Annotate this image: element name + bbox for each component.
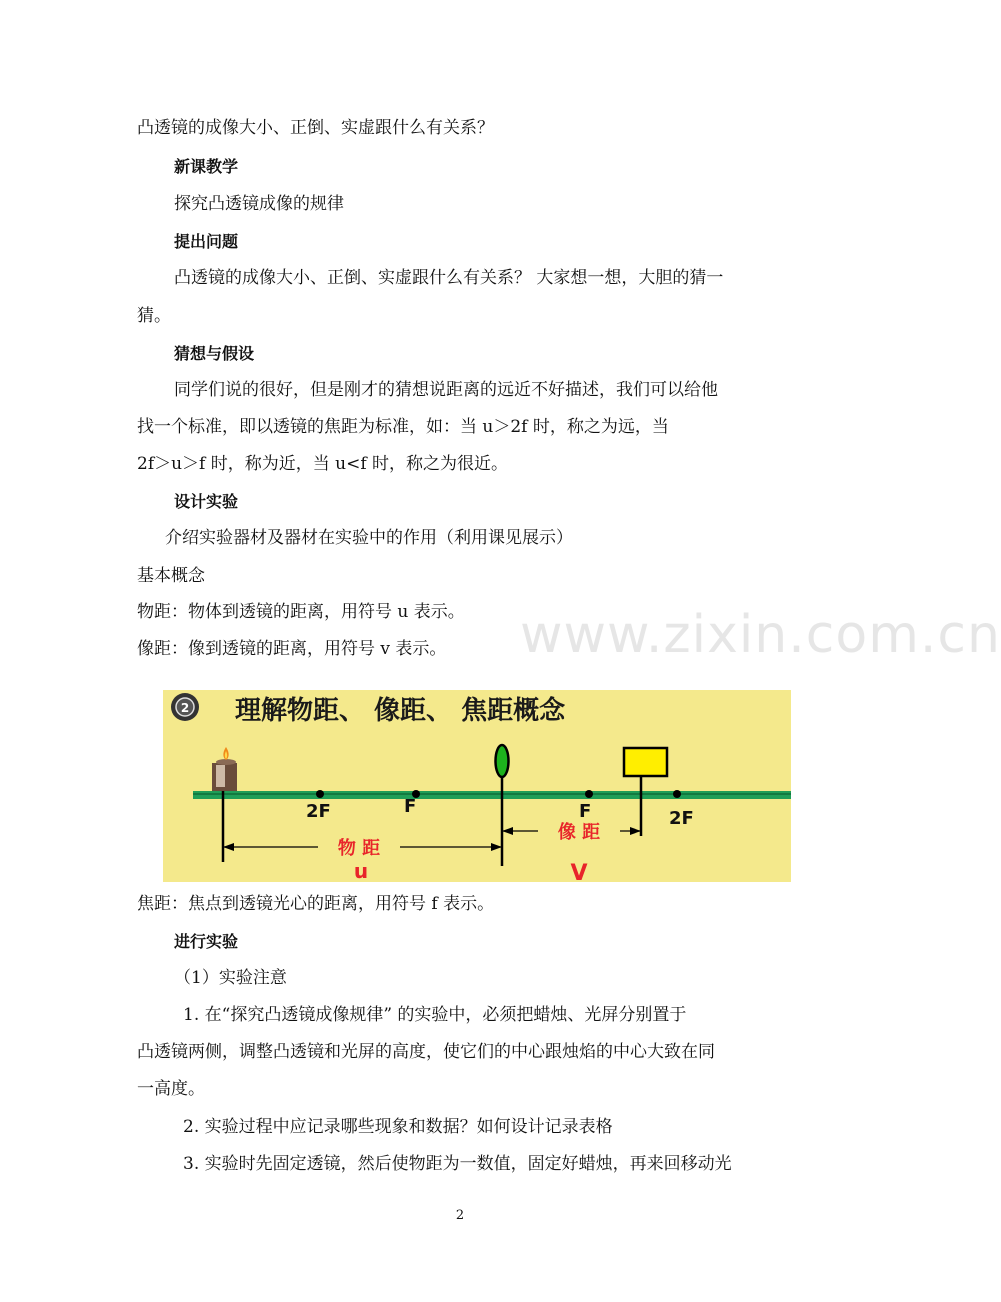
hypothesis-line-3: 2f＞u＞f 时，称为近，当 u<f 时，称之为很近。 bbox=[137, 454, 509, 474]
watermark: www.zixin.com.cn bbox=[520, 605, 1001, 665]
object-distance-symbol: u bbox=[353, 859, 369, 883]
light-screen bbox=[624, 748, 667, 776]
experiment-notes-label: （1）实验注意 bbox=[174, 968, 287, 988]
question-line: 凸透镜的成像大小、正倒、实虚跟什么有关系？ bbox=[137, 118, 494, 138]
heading-design: 设计实验 bbox=[174, 492, 239, 511]
convex-lens bbox=[496, 745, 509, 777]
object-distance-label: 物 距 bbox=[337, 838, 381, 859]
heading-experiment: 进行实验 bbox=[174, 932, 239, 951]
question-paragraph-line-2: 猜。 bbox=[137, 306, 171, 326]
label-2f-right: 2F bbox=[669, 808, 694, 829]
hypothesis-line-2: 找一个标准，即以透镜的焦距为标准，如：当 u＞2f 时，称之为远，当 bbox=[137, 417, 669, 437]
label-f-left: F bbox=[404, 796, 417, 817]
figure-svg bbox=[163, 690, 791, 886]
heading-new-lesson: 新课教学 bbox=[174, 157, 239, 176]
image-distance-definition: 像距：像到透镜的距离，用符号 v 表示。 bbox=[137, 639, 447, 659]
optical-axis bbox=[193, 791, 791, 799]
note-2: 2. 实验过程中应记录哪些现象和数据？如何设计记录表格 bbox=[183, 1117, 613, 1137]
focal-length-definition: 焦距：焦点到透镜光心的距离，用符号 f 表示。 bbox=[137, 894, 495, 914]
lesson-topic: 探究凸透镜成像的规律 bbox=[174, 194, 344, 214]
distance-concepts-figure bbox=[163, 690, 791, 886]
figure-title: 理解物距、 像距、 焦距概念 bbox=[235, 696, 566, 726]
right-2f-point bbox=[673, 790, 681, 798]
design-line: 介绍实验器材及器材在实验中的作用（利用课见展示） bbox=[165, 528, 573, 548]
question-paragraph-line-1: 凸透镜的成像大小、正倒、实虚跟什么有关系？ 大家想一想，大胆的猜一 bbox=[174, 268, 724, 288]
basic-concepts-label: 基本概念 bbox=[137, 566, 205, 586]
image-distance-symbol: V bbox=[570, 861, 588, 886]
page-number: 2 bbox=[455, 1208, 465, 1223]
note-1-line-3: 一高度。 bbox=[137, 1079, 205, 1099]
image-distance-label: 像 距 bbox=[557, 822, 601, 843]
note-3: 3. 实验时先固定透镜，然后使物距为一数值，固定好蜡烛，再来回移动光 bbox=[183, 1154, 732, 1174]
left-2f-point bbox=[316, 790, 324, 798]
badge-number: 2 bbox=[180, 701, 190, 715]
note-1-line-1: 1. 在“探究凸透镜成像规律” 的实验中，必须把蜡烛、光屏分别置于 bbox=[183, 1005, 687, 1025]
right-f-point bbox=[585, 790, 593, 798]
heading-question: 提出问题 bbox=[174, 232, 239, 251]
heading-hypothesis: 猜想与假设 bbox=[174, 344, 255, 363]
label-2f-left: 2F bbox=[306, 801, 331, 822]
note-1-line-2: 凸透镜两侧，调整凸透镜和光屏的高度，使它们的中心跟烛焰的中心大致在同 bbox=[137, 1042, 715, 1062]
object-distance-definition: 物距：物体到透镜的距离，用符号 u 表示。 bbox=[137, 602, 465, 622]
label-f-right: F bbox=[579, 801, 592, 822]
hypothesis-line-1: 同学们说的很好，但是刚才的猜想说距离的远近不好描述，我们可以给他 bbox=[174, 380, 718, 400]
